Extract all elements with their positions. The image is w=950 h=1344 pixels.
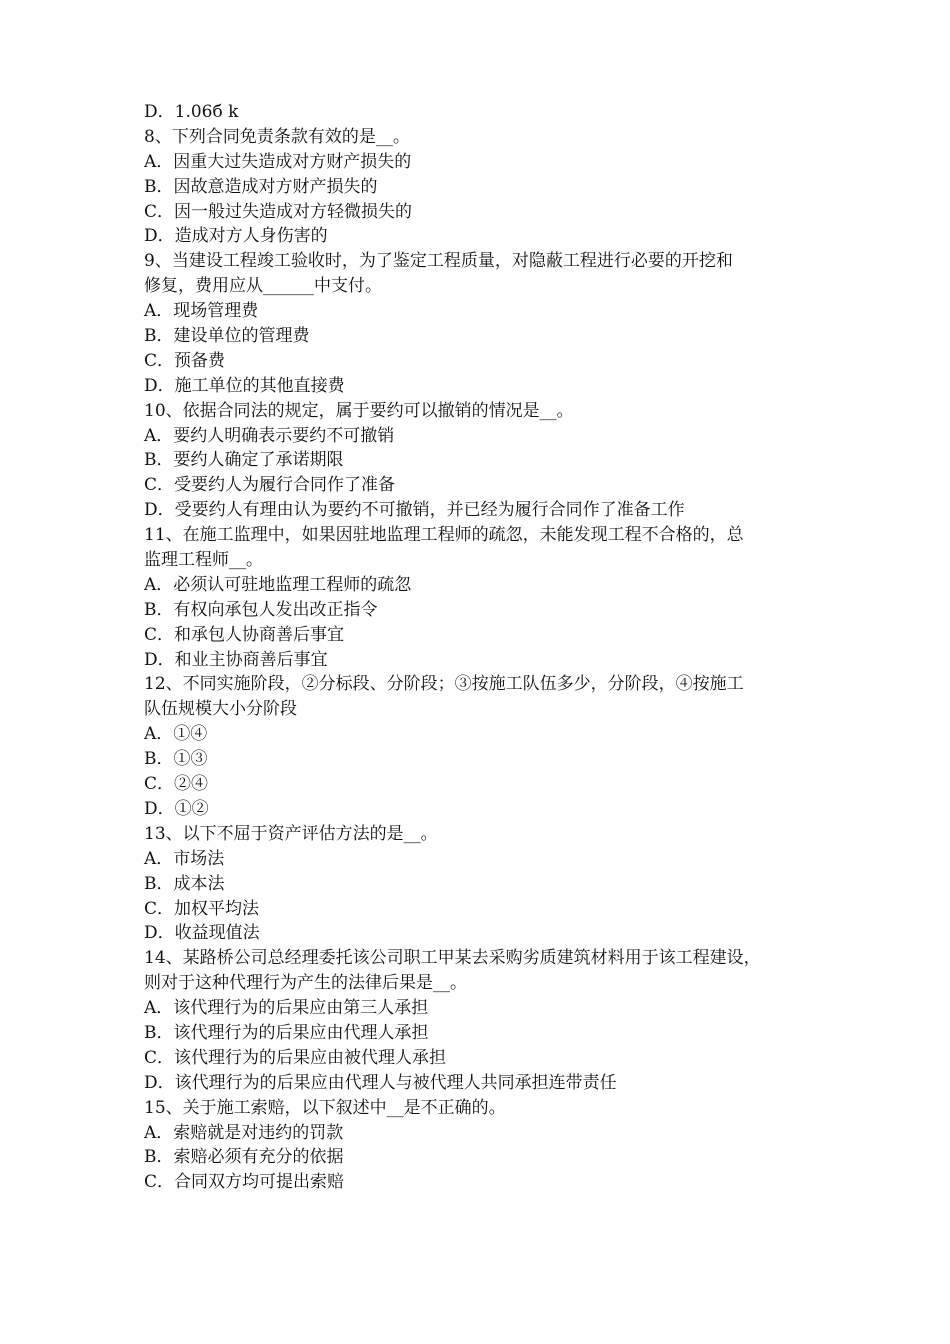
question-9-stem: 9、当建设工程竣工验收时，为了鉴定工程质量，对隐蔽工程进行必要的开挖和 [144,251,733,272]
question-12-option-b: B．①③ [144,749,208,770]
question-10-option-d: D．受要约人有理由认为要约不可撤销，并已经为履行合同作了准备工作 [144,500,685,521]
question-14-option-b: B．该代理行为的后果应由代理人承担 [144,1022,429,1043]
question-9-stem-cont: 修复，费用应从______中支付。 [144,276,382,297]
question-13-option-d: D．收益现值法 [144,923,260,944]
question-14-stem-cont: 则对于这种代理行为产生的法律后果是__。 [144,973,467,994]
question-11-option-b: B．有权向承包人发出改正指令 [144,599,378,620]
question-11-option-d: D．和业主协商善后事宜 [144,649,328,670]
question-14-option-c: C．该代理行为的后果应由被代理人承担 [144,1047,447,1068]
question-12-option-a: A．①④ [144,724,208,745]
question-10-option-b: B．要约人确定了承诺期限 [144,450,344,471]
question-12-stem: 12、不同实施阶段，②分标段、分阶段；③按施工队伍多少，分阶段，④按施工 [144,674,744,695]
question-13-option-a: A．市场法 [144,848,225,869]
question-9-option-a: A．现场管理费 [144,301,259,322]
question-9-option-d: D．施工单位的其他直接费 [144,375,345,396]
question-8-stem: 8、下列合同免责条款有效的是__。 [144,126,410,147]
question-10-stem: 10、依据合同法的规定，属于要约可以撤销的情况是__。 [144,400,574,421]
question-11-stem: 11、在施工监理中，如果因驻地监理工程师的疏忽，未能发现工程不合格的，总 [144,525,744,546]
question-9-option-b: B．建设单位的管理费 [144,326,310,347]
question-14-stem: 14、某路桥公司总经理委托该公司职工甲某去采购劣质建筑材料用于该工程建设， [144,948,761,969]
question-15-option-a: A．索赔就是对违约的罚款 [144,1122,344,1143]
question-12-stem-cont: 队伍规模大小分阶段 [144,699,297,720]
question-12-option-d: D．①② [144,798,209,819]
question-10-option-a: A．要约人明确表示要约不可撤销 [144,425,395,446]
question-13-option-b: B．成本法 [144,873,225,894]
question-13-stem: 13、以下不屈于资产评估方法的是__。 [144,823,438,844]
question-14-option-a: A．该代理行为的后果应由第三人承担 [144,998,429,1019]
question-13-option-c: C．加权平均法 [144,898,260,919]
question-11-option-a: A．必须认可驻地监理工程师的疏忽 [144,574,412,595]
question-14-option-d: D．该代理行为的后果应由代理人与被代理人共同承担连带责任 [144,1072,617,1093]
document-body [144,100,834,1195]
question-11-stem-cont: 监理工程师__。 [144,550,263,571]
question-8-option-c: C．因一般过失造成对方轻微损失的 [144,201,413,222]
text-line: D．1.06б k [144,102,239,122]
question-15-option-c: C．合同双方均可提出索赔 [144,1172,345,1193]
question-8-option-b: B．因故意造成对方财产损失的 [144,176,378,197]
question-15-stem: 15、关于施工索赔，以下叙述中__是不正确的。 [144,1097,506,1118]
question-11-option-c: C．和承包人协商善后事宜 [144,624,345,645]
question-10-option-c: C．受要约人为履行合同作了准备 [144,475,396,496]
question-12-option-c: C．②④ [144,774,209,795]
question-9-option-c: C．预备费 [144,350,226,371]
question-15-option-b: B．索赔必须有充分的依据 [144,1147,344,1168]
question-8-option-d: D．造成对方人身伤害的 [144,226,328,247]
question-8-option-a: A．因重大过失造成对方财产损失的 [144,151,412,172]
